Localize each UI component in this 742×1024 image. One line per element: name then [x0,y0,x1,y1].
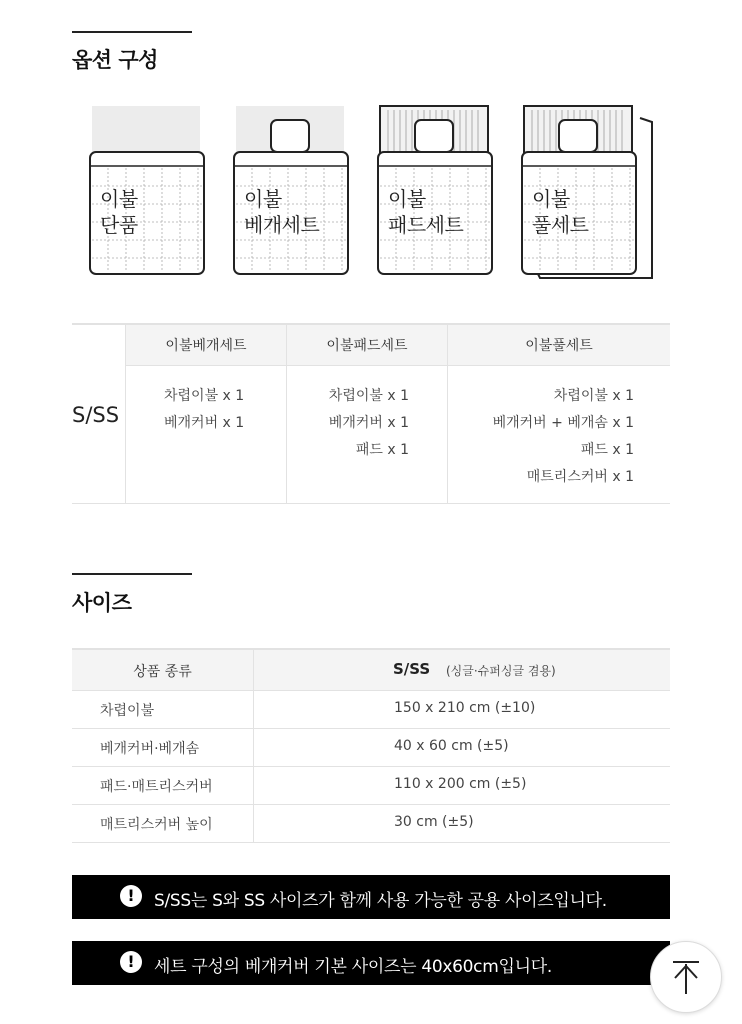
notice-bar [72,875,670,919]
table-row [72,805,670,843]
size-column [72,325,126,503]
pillow-shape [271,120,309,152]
row-value-cell [254,805,670,842]
exclamation-icon: ! [120,885,142,907]
list-item: 베개커버 x 1 [328,415,409,431]
list-item: 차렵이불 x 1 [553,388,634,404]
row-name: 차렵이불 [100,703,155,719]
row-value-cell [254,729,670,766]
column-full-set [448,325,670,503]
column-items [164,383,244,437]
row-value: 40 x 60 cm (±5) [394,738,509,754]
option-card-pillow-set [232,100,362,290]
table-row [72,767,670,805]
list-item: 베개커버 x 1 [164,415,245,431]
list-item: 차렵이불 x 1 [328,388,409,404]
option-card-blanket-only [88,100,218,290]
table-row [72,691,670,729]
option-label: 이불 단품 [100,187,138,237]
size-label: S/SS [72,403,120,427]
list-item: 매트리스커버 x 1 [526,469,634,485]
section-rule [72,573,192,575]
option-illustrations [72,100,672,290]
row-name: 베개커버·베개솜 [100,741,200,757]
column-header: 이불베개세트 [165,338,247,354]
header-cell-size [254,650,670,690]
column-items [329,383,409,464]
row-name-cell [72,729,254,766]
row-name-cell [72,767,254,804]
arrow-up-icon [651,942,721,1012]
row-value-cell [254,691,670,728]
exclamation-icon: ! [120,951,142,973]
header-product-type: 상품 종류 [133,664,192,680]
pillow-shape [559,120,597,152]
notice-text: 세트 구성의 베개커버 기본 사이즈는 40x60cm입니다. [154,957,552,977]
notice-text: S/SS는 S와 SS 사이즈가 함께 사용 가능한 공용 사이즈입니다. [154,891,607,911]
scroll-top-button[interactable] [650,941,722,1013]
column-items [493,383,634,491]
option-label: 이불 풀세트 [532,187,589,237]
list-item: 베개커버 + 베개솜 x 1 [492,415,634,431]
row-name-cell [72,805,254,842]
table-row [72,729,670,767]
header-cell-product [72,650,254,690]
size-section-title: 사이즈 [72,591,132,615]
row-name-cell [72,691,254,728]
header-size-note: (싱글·슈퍼싱글 겸용) [446,664,556,678]
row-value: 150 x 210 cm (±10) [394,700,536,716]
header-size: S/SS [393,660,431,678]
table-header-row [72,650,670,691]
column-header: 이불풀세트 [525,338,593,354]
row-value: 30 cm (±5) [394,814,474,830]
composition-table [72,323,670,504]
column-pad-set [287,325,448,503]
list-item: 차렵이불 x 1 [164,388,245,404]
option-label: 이불 베개세트 [244,187,320,237]
list-item: 패드 x 1 [580,442,634,458]
size-table [72,648,670,843]
row-value: 110 x 200 cm (±5) [394,776,527,792]
option-label: 이불 패드세트 [388,187,464,237]
pillow-shape [415,120,453,152]
row-name: 패드·매트리스커버 [100,779,213,795]
row-value-cell [254,767,670,804]
option-card-pad-set [376,100,506,290]
notice-bar [72,941,670,985]
option-card-full-set [520,100,650,290]
row-name: 매트리스커버 높이 [100,817,213,833]
section-rule [72,31,192,33]
column-header: 이불패드세트 [326,338,408,354]
option-section-title: 옵션 구성 [72,48,158,72]
list-item: 패드 x 1 [355,442,409,458]
column-pillow-set [126,325,287,503]
